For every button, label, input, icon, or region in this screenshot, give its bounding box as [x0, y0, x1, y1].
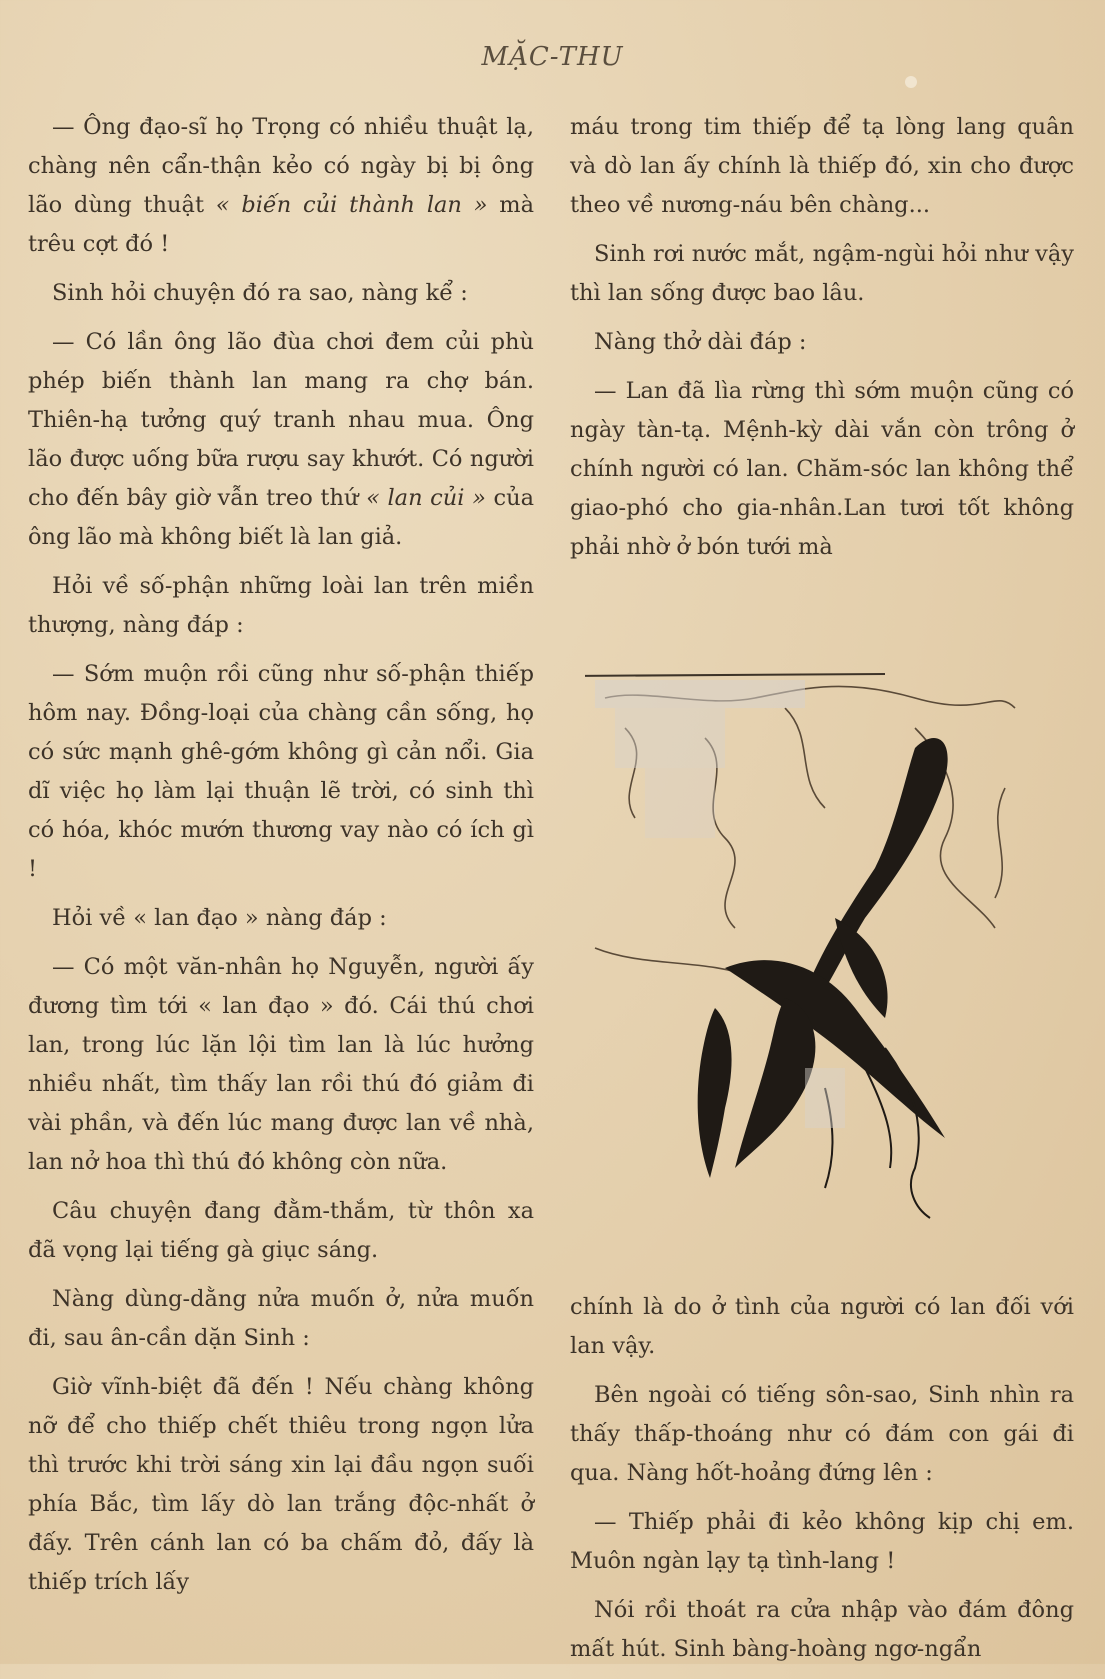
paragraph: [28, 274, 534, 313]
paragraph-text: — Thiếp phải đi kẻo không kịp chị em. Muôn ngàn lạy tạ tình-lang !: [570, 1509, 1074, 1574]
paragraph: [28, 948, 534, 1182]
paragraph-text: chính là do ở tình của người có lan đối với lan vậy.: [570, 1294, 1074, 1359]
paragraph: [28, 108, 534, 264]
paragraph: [570, 323, 1074, 362]
right-column-top: [570, 108, 1074, 577]
paragraph-text-after: của ông lão mà không biết là lan giả.: [28, 485, 534, 550]
left-column: [28, 108, 534, 1612]
paragraph: [28, 323, 534, 557]
page-header: MẶC-THU: [481, 42, 624, 72]
paragraph: [28, 899, 534, 938]
paragraph: [28, 567, 534, 645]
paragraph-text: — Có một văn-nhân họ Nguyễn, người ấy đương tìm tới « lan đạo » đó. Cái thú chơi lan, trong lúc lặn lội tìm lan là lúc hưởng nhiều nhất, tìm thấy lan rồi thú đó giảm đi vài phần, và đến lúc mang được lan về nhà, lan nở hoa thì thú đó không còn nữa.: [28, 954, 534, 1175]
paragraph-text-after: mà trêu cợt đó !: [28, 192, 534, 257]
paragraph-text: Sinh rơi nước mắt, ngậm-ngùi hỏi như vậy thì lan sống được bao lâu.: [570, 241, 1074, 306]
paragraph: [570, 108, 1074, 225]
paragraph-text: — Ông đạo-sĩ họ Trọng có nhiều thuật lạ, chàng nên cẩn-thận kẻo có ngày bị bị ông lão dùng thuật: [28, 114, 534, 218]
paragraph-emphasis: « lan củi »: [366, 485, 486, 511]
paragraph-text: Bên ngoài có tiếng sôn-sao, Sinh nhìn ra thấy thấp-thoáng như có đám con gái đi qua. Nàng hốt-hoảng đứng lên :: [570, 1382, 1074, 1486]
paragraph-text: Sinh hỏi chuyện đó ra sao, nàng kể :: [52, 280, 468, 306]
paragraph-text: Nàng thở dài đáp :: [594, 329, 807, 355]
paragraph-text: Hỏi về số-phận những loài lan trên miền thượng, nàng đáp :: [28, 573, 534, 638]
orchid-illustration: [585, 668, 1045, 1228]
paragraph: [570, 235, 1074, 313]
paragraph: [570, 1376, 1074, 1493]
paragraph: [570, 372, 1074, 567]
paragraph: [28, 1368, 534, 1602]
paragraph: [28, 1280, 534, 1358]
paragraph-text: Nàng dùng-dằng nửa muốn ở, nửa muốn đi, sau ân-cần dặn Sinh :: [28, 1286, 534, 1351]
paragraph: [28, 655, 534, 889]
paragraph-text: Giờ vĩnh-biệt đã đến ! Nếu chàng không nỡ để cho thiếp chết thiêu trong ngọn lửa thì trước khi trời sáng xin lại đầu ngọn suối phía Bắc, tìm lấy dò lan trắng độc-nhất ở đấy. Trên cánh lan có ba chấm đỏ, đấy là thiếp trích lấy: [28, 1374, 534, 1595]
paper-spot: [905, 76, 917, 88]
paragraph-text: Câu chuyện đang đằm-thắm, từ thôn xa đã vọng lại tiếng gà giục sáng.: [28, 1198, 534, 1263]
paragraph: [570, 1503, 1074, 1581]
paragraph-text: máu trong tim thiếp để tạ lòng lang quân và dò lan ấy chính là thiếp đó, xin cho được theo về nương-náu bên chàng...: [570, 114, 1074, 218]
right-column-bottom: [570, 1288, 1074, 1679]
paragraph-text: — Có lần ông lão đùa chơi đem củi phù phép biến thành lan mang ra chợ bán. Thiên-hạ tưởng quý tranh nhau mua. Ông lão được uống bữa rượu say khướt. Có người cho đến bây giờ vẫn treo thứ: [28, 329, 534, 511]
paragraph-text: — Sớm muộn rồi cũng như số-phận thiếp hôm nay. Đồng-loại của chàng cần sống, họ có sức mạnh ghê-gớm không gì cản nổi. Gia dĩ việc họ làm lại thuận lẽ trời, có sinh thì có hóa, khóc mướn thương vay nào có ích gì !: [28, 661, 534, 882]
paragraph-text: Hỏi về « lan đạo » nàng đáp :: [52, 905, 387, 931]
paragraph: [570, 1288, 1074, 1366]
paragraph-text: Nói rồi thoát ra cửa nhập vào đám đông mất hút. Sinh bàng-hoàng ngơ-ngẩn: [570, 1597, 1074, 1662]
paragraph: [28, 1192, 534, 1270]
paragraph: [570, 1591, 1074, 1669]
paragraph-text: — Lan đã lìa rừng thì sớm muộn cũng có ngày tàn-tạ. Mệnh-kỳ dài vắn còn trông ở chính người có lan. Chăm-sóc lan không thể giao-phó cho gia-nhân.Lan tươi tốt không phải nhờ ở bón tưới mà: [570, 378, 1074, 560]
paragraph-emphasis: « biến củi thành lan »: [215, 192, 488, 218]
